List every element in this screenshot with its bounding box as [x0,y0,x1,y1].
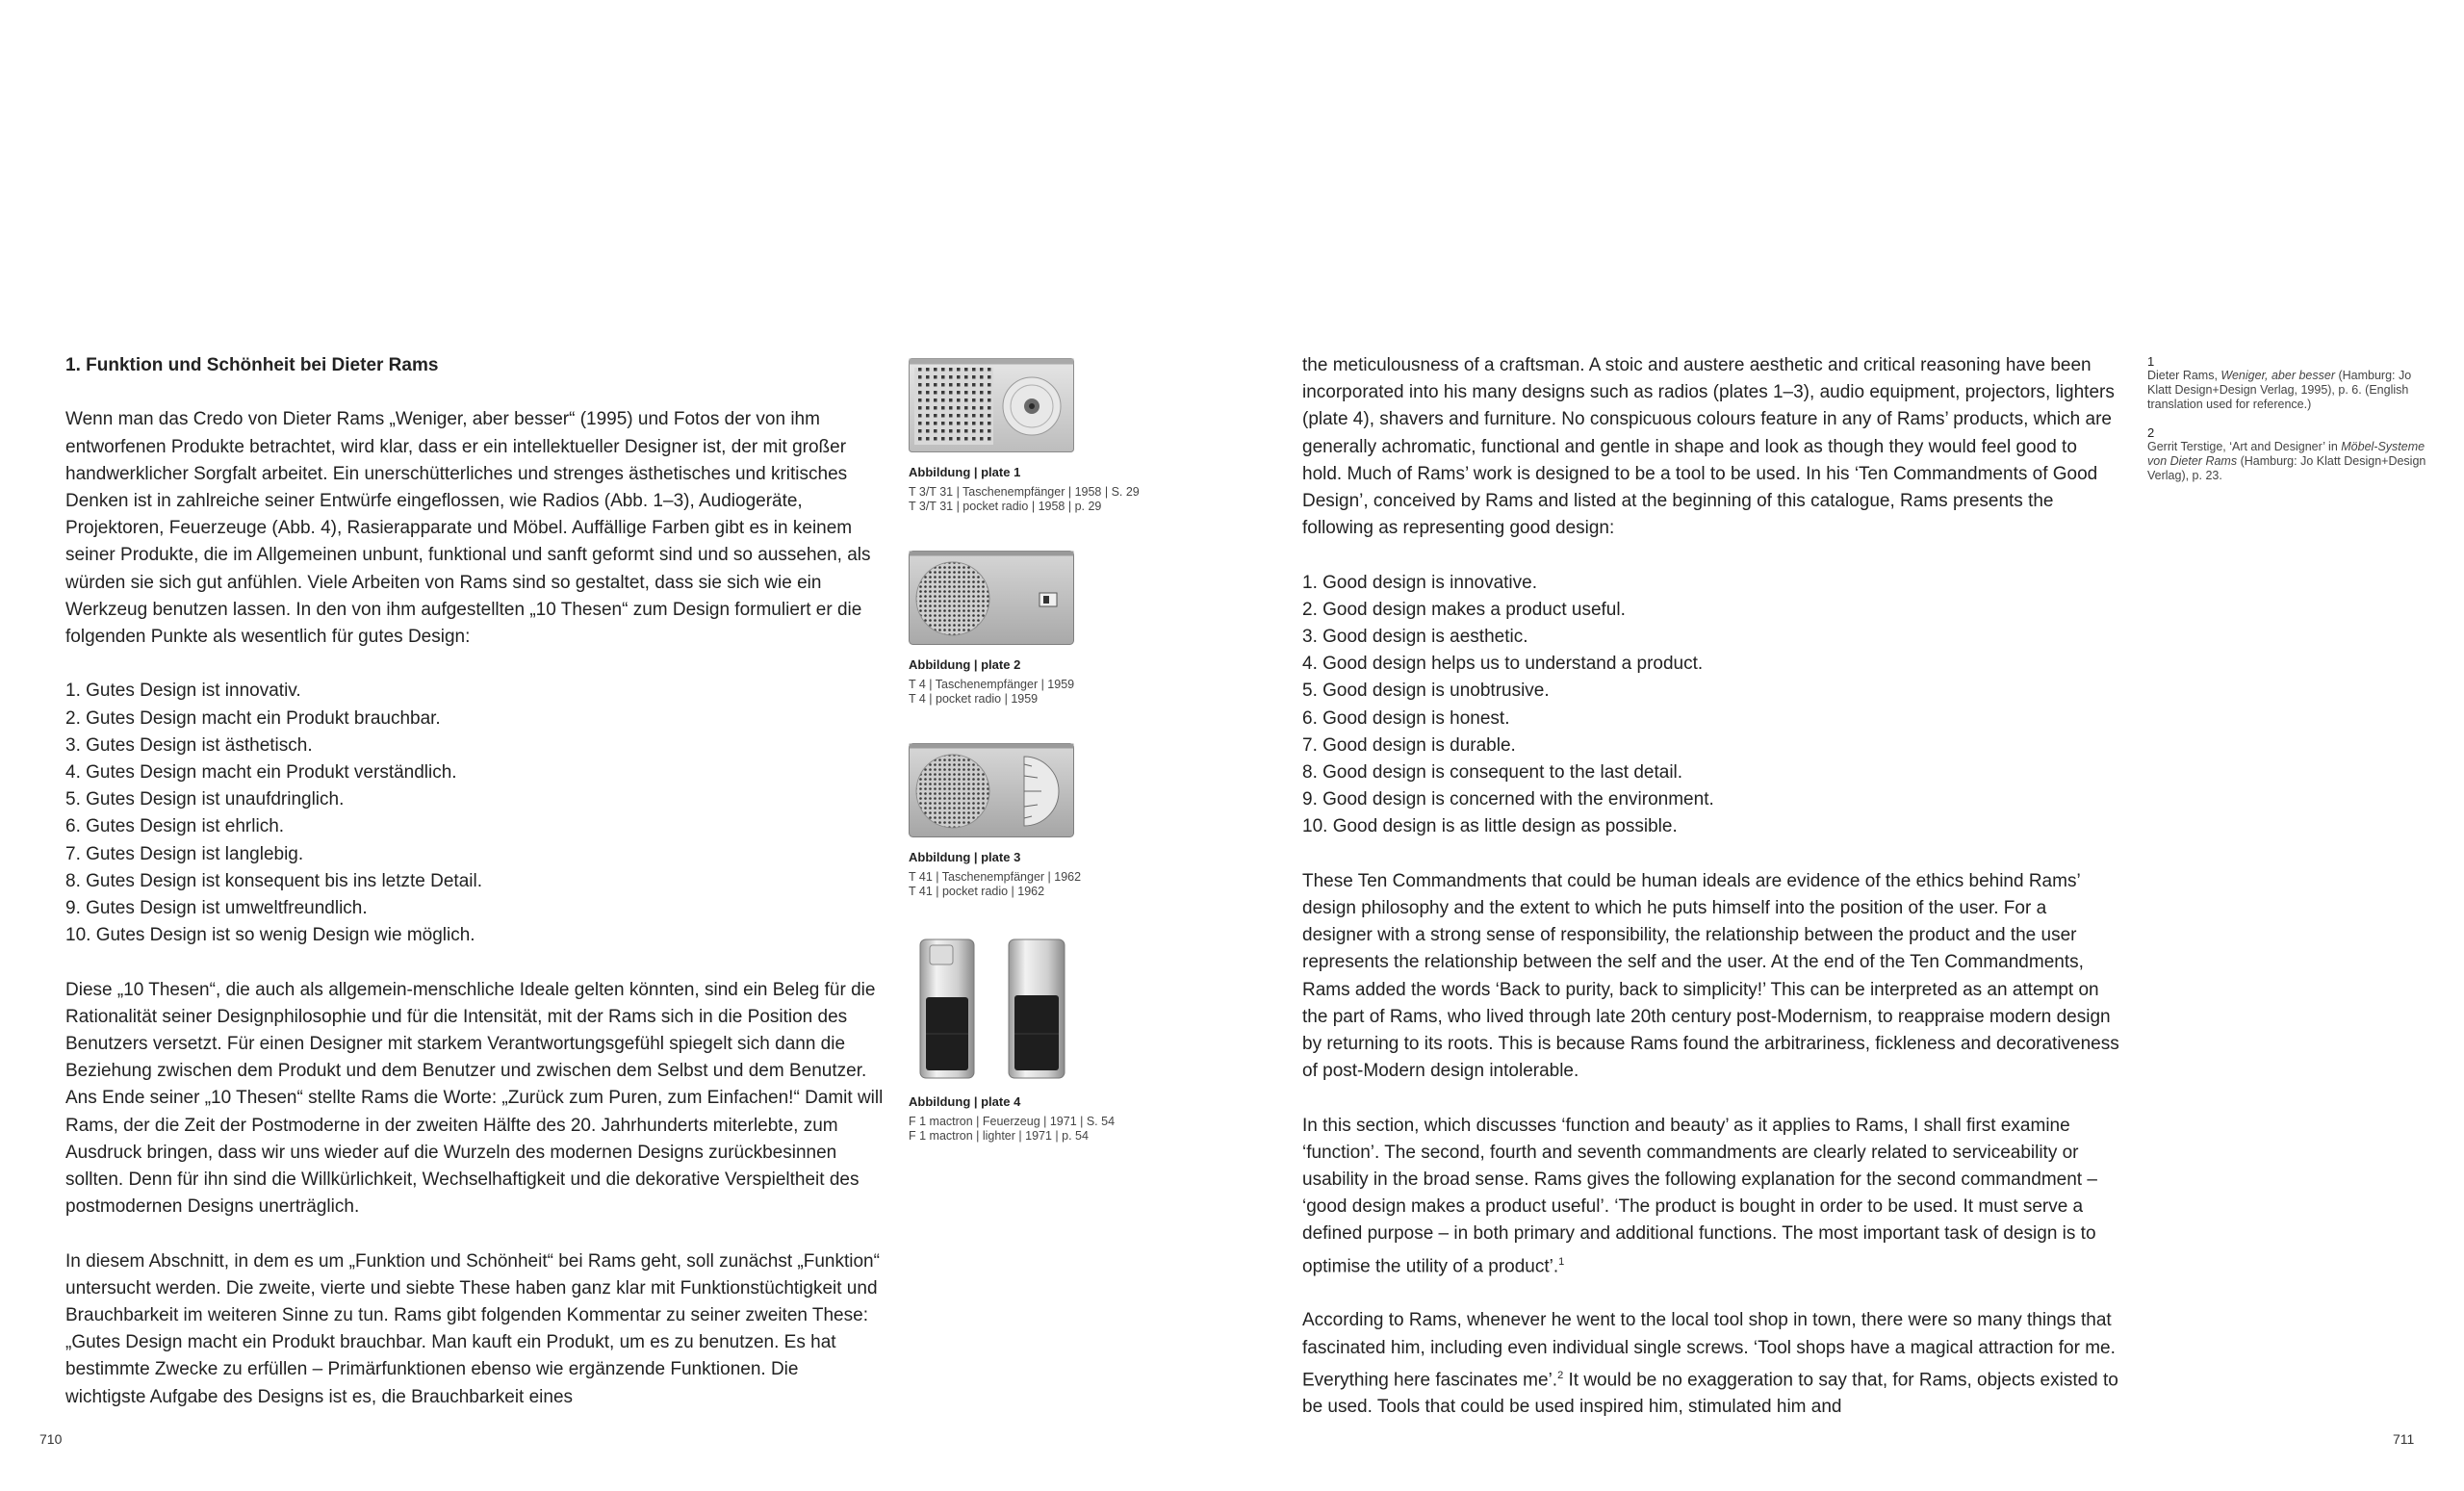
plate-caption-title: Abbildung | plate 3 [909,850,1021,864]
right-paragraph-4-text-b: It would be no exaggeration to say that, for Rams, objects existed to be used. Tools that could be used inspired him, stimulated him and [1302,1370,2118,1418]
pocket-radio-t4-image [909,551,1074,645]
commandment-item: 1. Good design is innovative. [1302,572,1537,593]
footnote-number: 1 [2147,354,2155,369]
right-page-text [1302,352,2120,1449]
thesis-item: 4. Gutes Design macht ein Produkt verständlich. [65,762,457,784]
thesis-item: 5. Gutes Design ist unaufdringlich. [65,789,345,810]
thesis-item: 10. Gutes Design ist so wenig Design wie möglich. [65,925,475,946]
left-paragraph-3: In diesem Abschnitt, in dem es um „Funktion und Schönheit“ bei Rams geht, soll zunächst „Funktion“ untersucht werden. Die zweite, vierte und siebte These haben ganz klar mit Funktionstüchtigkeit und Brauchbarkeit im weiteren Sinne zu tun. Rams gibt folgenden Kommentar zu seiner zweiten These: „Gutes Design macht ein Produkt brauchbar. Man kauft ein Produkt, um es zu benutzen. Es hat bestimmte Zwecke zu erfüllen – Primärfunktionen ebenso wie ergänzende Funktionen. Die wichtigste Aufgabe des Designs ist es, die Brauchbarkeit eines [65,1250,880,1407]
plate-caption-de: T 4 | Taschenempfänger | 1959 [909,678,1075,691]
footnote-text: (Hamburg: Jo Klatt Design+Design Verlag), p. 23. [2147,454,2426,482]
lighter-f1-mactron-image [909,938,1074,1082]
footnote-title: Möbel-Systeme von Dieter Rams [2147,440,2426,468]
page-number-right: 711 [2393,1431,2415,1447]
left-paragraph-2: Diese „10 Thesen“, die auch als allgemein-menschliche Ideale gelten könnten, sind ein Beleg für die Rationalität seiner Designphilosophie und für die Intensität, mit der Rams sich in die Position des Benutzers versetzt. Für einen Designer mit starkem Verantwortungsgefühl spiegelt sich dann die Beziehung zwischen dem Produkt und dem Benutzer und zwischen dem Selbst und dem Benutzer. Ans Ende seiner „10 Thesen“ stellte Rams die Worte: „Zurück zum Puren, zum Einfachen!“ Damit will Rams, der die Zeit der Postmoderne in der zweiten Hälfte des 20. Jahrhunderts miterlebte, zum Ausdruck bringen, dass wir uns wieder auf die Wurzeln des modernen Designs zurückbesinnen sollten. Denn für ihn sind die Willkürlichkeit, Wechselhaftigkeit und die dekorative Verspieltheit des postmodernen Designs unerträglich. [65,979,884,1218]
plate-caption-de: F 1 mactron | Feuerzeug | 1971 | S. 54 [909,1115,1116,1128]
right-paragraph-4-text-a: According to Rams, whenever he went to the local tool shop in town, there were so many things that fascinated him, including even individual single screws. ‘Tool shops have a magical attraction for me. Everything here fascinates me’. [1302,1310,2116,1391]
footnote-1 [2147,354,2426,412]
thesis-item: 2. Gutes Design macht ein Produkt brauchbar. [65,707,441,729]
plate-caption-title: Abbildung | plate 1 [909,465,1021,479]
thesis-item: 7. Gutes Design ist langlebig. [65,843,304,864]
section-heading: 1. Funktion und Schönheit bei Dieter Rams [65,355,439,375]
commandment-item: 2. Good design makes a product useful. [1302,599,1626,620]
right-paragraph-1: the meticulousness of a craftsman. A stoic and austere aesthetic and critical reasoning have been incorporated into his many designs such as radios (plates 1–3), audio equipment, projectors, lighters (plate 4), shavers and furniture. No conspicuous colours feature in any of Rams’ products, which are generally achromatic, functional and gentle in shape and look as though they would feel good to hold. Much of Rams’ work is designed to be a tool to be used. In his ‘Ten Commandments of Good Design’, conceived by Rams and listed at the beginning of this catalogue, Rams presents the following as representing good design: [1302,355,2115,539]
footnote-ref-2[interactable]: 2 [1557,1369,1564,1381]
right-paragraph-2: These Ten Commandments that could be human ideals are evidence of the ethics behind Rams’ design philosophy and the extent to which he puts himself into the position of the user. For a designer with a strong sense of responsibility, the relationship between the product and the user represents the relationship between the self and the user. At the end of the Ten Commandments, Rams added the words ‘Back to purity, back to simplicity!’ This can be interpreted as an attempt on the part of Rams, who lived through late 20th century post-Modernism, to reappraise modern design by returning to its roots. This is because Rams found the arbitrariness, fickleness and decorativeness of post-Modern design intolerable. [1302,870,2119,1082]
plate-caption-en: F 1 mactron | lighter | 1971 | p. 54 [909,1129,1089,1143]
thesis-item: 8. Gutes Design ist konsequent bis ins letzte Detail. [65,870,483,891]
commandment-item: 3. Good design is aesthetic. [1302,627,1528,648]
commandment-item: 10. Good design is as little design as possible. [1302,816,1678,837]
commandment-item: 7. Good design is durable. [1302,734,1516,756]
footnote-2 [2147,425,2426,483]
right-paragraph-3 [1302,1113,2120,1281]
plate-caption-en: T 4 | pocket radio | 1959 [909,692,1039,706]
commandment-item: 6. Good design is honest. [1302,707,1510,729]
plate-caption-en: T 41 | pocket radio | 1962 [909,885,1045,898]
footnote-text: Dieter Rams, [2147,369,2221,382]
commandment-item: 8. Good design is consequent to the last detail. [1302,762,1683,784]
pocket-radio-t3-image [909,358,1074,452]
plate-caption-en: T 3/T 31 | pocket radio | 1958 | p. 29 [909,500,1102,513]
footnote-number: 2 [2147,425,2155,440]
thesis-item: 9. Gutes Design ist umweltfreundlich. [65,898,368,919]
pocket-radio-t41-image [909,743,1074,837]
footnotes [2147,354,2426,497]
left-paragraph-1: Wenn man das Credo von Dieter Rams „Weniger, aber besser“ (1995) und Fotos der von ihm entworfenen Produkte betrachtet, wird klar, dass er ein intellektueller Designer ist, der mit großer handwerklicher Sorgfalt arbeitet. Ein unerschütterliches und strenges ästhetisches und kritisches Denken ist in zahlreiche seiner Entwürfe eingeflossen, wie Radios (Abb. 1–3), Audiogeräte, Projektoren, Feuerzeuge (Abb. 4), Rasierapparate und Möbel. Auffällige Farben gibt es in keinem seiner Produkte, die im Allgemeinen unbunt, funktional und sanft geformt sind und so aussehen, als würden sie sich gut anfühlen. Viele Arbeiten von Rams sind so gestaltet, dass sie sich wie ein Werkzeug benutzen lassen. In den von ihm aufgestellten „10 Thesen“ zum Design formuliert er die folgenden Punkte als wesentlich für gutes Design: [65,409,871,648]
plate-3 [909,743,1197,899]
commandments-list-en [1302,570,2120,841]
footnote-text: (Hamburg: Jo Klatt Design+Design Verlag, 1995), p. 6. (English translation used for reference.) [2147,369,2412,411]
right-paragraph-4 [1302,1307,2120,1421]
footnote-text: Gerrit Terstige, ‘Art and Designer’ in [2147,440,2342,453]
plate-4 [909,938,1197,1144]
plate-caption-de: T 3/T 31 | Taschenempfänger | 1958 | S. 29 [909,485,1140,499]
plate-2 [909,551,1197,707]
plate-caption-title: Abbildung | plate 2 [909,657,1021,672]
right-paragraph-3-text: In this section, which discusses ‘function and beauty’ as it applies to Rams, I shall first examine ‘function’. The second, fourth and seventh commandments are clearly related to serviceability or usability in the broad sense. Rams gives the following explanation for the second commandment – ‘good design makes a product useful’. ‘The product is bought in order to be used. It must serve a defined purpose – in both primary and additional functions. The most important task of design is to optimise the utility of a product’. [1302,1115,2097,1276]
plate-1 [909,358,1197,514]
theses-list-de [65,678,884,949]
plate-caption-title: Abbildung | plate 4 [909,1094,1021,1109]
plate-caption-de: T 41 | Taschenempfänger | 1962 [909,870,1082,884]
thesis-item: 3. Gutes Design ist ästhetisch. [65,734,313,756]
footnote-title: Weniger, aber besser [2220,369,2335,382]
commandment-item: 9. Good design is concerned with the environment. [1302,789,1714,810]
commandment-item: 5. Good design is unobtrusive. [1302,681,1550,702]
page-number-left: 710 [39,1431,63,1447]
thesis-item: 1. Gutes Design ist innovativ. [65,681,301,702]
left-page-text [65,352,884,1438]
thesis-item: 6. Gutes Design ist ehrlich. [65,816,285,837]
commandment-item: 4. Good design helps us to understand a product. [1302,654,1704,675]
footnote-ref-1[interactable]: 1 [1558,1255,1565,1268]
